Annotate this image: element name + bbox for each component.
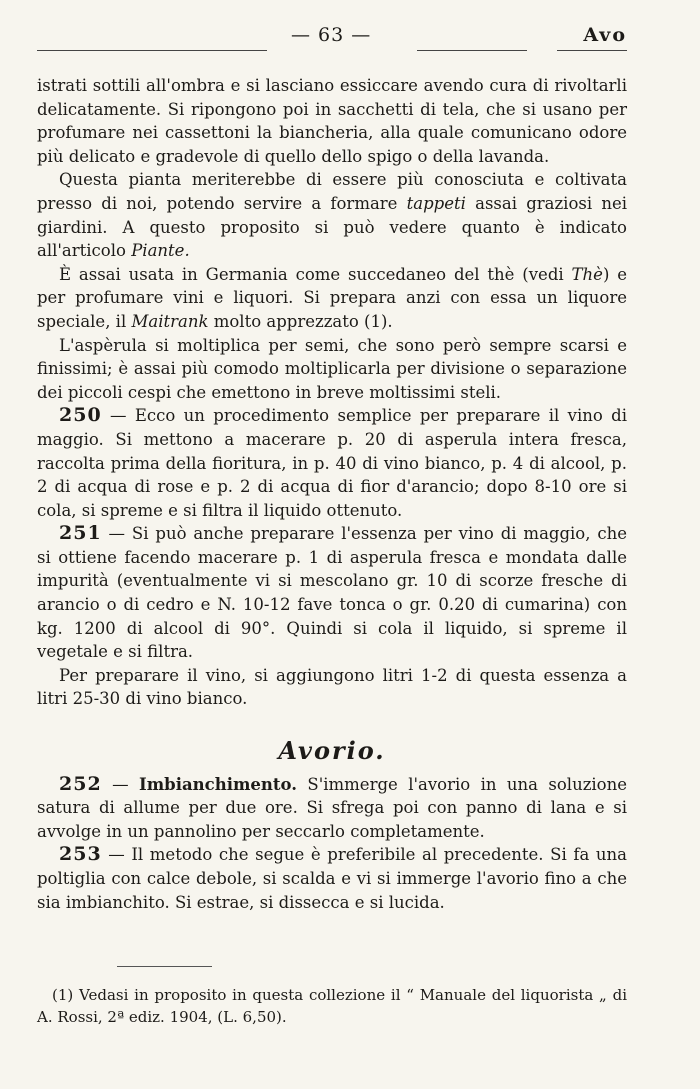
- paragraph: istrati sottili all'ombra e si lasciano essiccare avendo cura di rivoltarli delicatamente. Si ripongono poi in sacchetti di tela, che si usano per profumare nei cassettoni la biancheria, alla quale comunicano odore più delicato e gradevole di quello dello spigo o della lavanda.: [37, 76, 627, 166]
- numbered-paragraph: 253 — Il metodo che segue è preferibile al precedente. Si fa una poltiglia con calce debole, si scalda e vi si immerge l'avorio fino a che sia imbianchito. Si estrae, si dissecca e si lucida.: [37, 843, 627, 912]
- running-title: Avo: [583, 24, 627, 46]
- numbered-paragraph: 251 — Si può anche preparare l'essenza per vino di maggio, che si ottiene facendo macerare p. 1 di asperula fresca e mondata dalle impurità (eventualmente vi si mescolano gr. 10 di scorze fresche di arancio o di cedro e N. 10-12 fave tonca o gr. 0.20 di cumarina) con kg. 1200 di alcool di 90°. Quindi si cola il liquido, si spreme il vegetale e si filtra.: [37, 522, 627, 662]
- paragraph-number: 251: [59, 522, 102, 545]
- section-title: Avorio.: [278, 736, 386, 766]
- footnote-rule: [117, 966, 212, 967]
- header-rule-end: [557, 50, 627, 51]
- footnotes: [37, 984, 627, 1028]
- header-rule-right: [417, 50, 527, 51]
- paragraph: È assai usata in Germania come succedaneo del thè (vedi Thè) e per profumare vini e liquori. Si prepara anzi con essa un liquore speciale, il Maitrank molto apprezzato (1).: [37, 264, 627, 331]
- numbered-paragraph: 250 — Ecco un procedimento semplice per preparare il vino di maggio. Si mettono a macerare p. 20 di asperula intera fresca, raccolta prima della fioritura, in p. 40 di vino bianco, p. 4 di alcool, p. 2 di acqua di rose e p. 2 di acqua di fior d'arancio; dopo 8-10 ore si cola, si spreme e si filtra il liquido ottenuto.: [37, 404, 627, 520]
- numbered-paragraph: 252 — Imbianchimento. S'immerge l'avorio in una soluzione satura di allume per due ore. Si sfrega poi con panno di lana e si avvolge in un pannolino per seccarlo completamente.: [37, 772, 627, 841]
- header-rule-left: [37, 50, 267, 51]
- paragraph-number: 250: [59, 404, 102, 427]
- paragraph-number: 252: [59, 772, 102, 795]
- paragraph-number: 253: [59, 843, 102, 866]
- page-body: [37, 74, 627, 914]
- paragraph: L'aspèrula si moltiplica per semi, che sono però sempre scarsi e finissimi; è assai più comodo moltiplicarla per divisione o separazione dei piccoli cespi che emettono in breve moltissimi steli.: [37, 335, 627, 402]
- subheading: Imbianchimento.: [138, 774, 297, 794]
- paragraph: Per preparare il vino, si aggiungono litri 1-2 di questa essenza a litri 25-30 di vino bianco.: [37, 665, 627, 709]
- footnote: (1) Vedasi in proposito in questa collezione il “ Manuale del liquorista „ di A. Rossi, 2ª ediz. 1904, (L. 6,50).: [37, 986, 627, 1026]
- page-header: [37, 24, 627, 48]
- paragraph: Questa pianta meriterebbe di essere più conosciuta e coltivata presso di noi, potendo servire a formare tappeti assai graziosi nei giardini. A questo proposito si può vedere quanto è indicato all'articolo Piante.: [37, 170, 627, 261]
- page-number: — 63 —: [291, 24, 372, 46]
